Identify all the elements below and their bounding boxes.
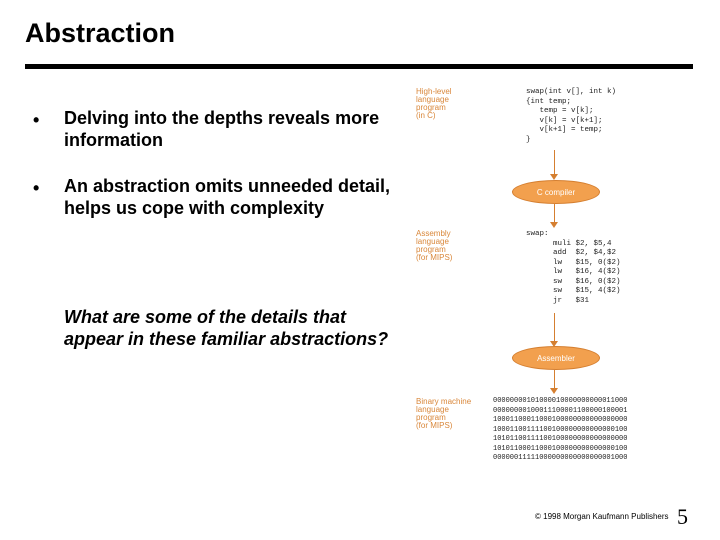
arrow-line [554,150,555,175]
code-assembly: swap: muli $2, $5,4 add $2, $4,$2 lw $15, 0($2) lw $16, 4($2) sw $16, 0($2) sw $15, 4($2) jr $31 [526,230,621,305]
arrow-line [554,204,555,224]
copyright-footer: © 1998 Morgan Kaufmann Publishers [535,512,669,521]
code-high-level: swap(int v[], int k) {int temp; temp = v[k]; v[k] = v[k+1]; v[k+1] = temp; } [526,88,617,144]
bullet-marker: • [33,110,40,130]
compiler-oval: C compiler [512,180,600,204]
label-binary: Binary machine language program (for MIPS) [416,397,472,430]
question-text: What are some of the details that appear in these familiar abstractions? [64,307,389,349]
bullet-marker: • [33,178,40,198]
title-divider [25,64,693,69]
arrow-line [554,313,555,343]
code-binary: 00000000101000010000000000011000 00000000100011100001100000100001 10001100011000100000000000000000 10001100111100100000000000000100 10101100111100100000000000000000 10101100011000100000000000000100 00000011111000000000000000001000 [493,397,628,462]
assembler-oval: Assembler [512,346,600,370]
arrow-line [554,370,555,390]
slide-title: Abstraction [25,18,176,48]
bullet-text-1: Delving into the depths reveals more information [64,108,380,150]
bullet-text-2: An abstraction omits unneeded detail, helps us cope with complexity [64,176,391,218]
label-high-level: High-level language program (in C) [416,87,452,120]
label-assembly: Assembly language program (for MIPS) [416,229,453,262]
page-number: 5 [677,504,688,529]
arrow-head [550,222,558,228]
arrow-head [550,388,558,394]
